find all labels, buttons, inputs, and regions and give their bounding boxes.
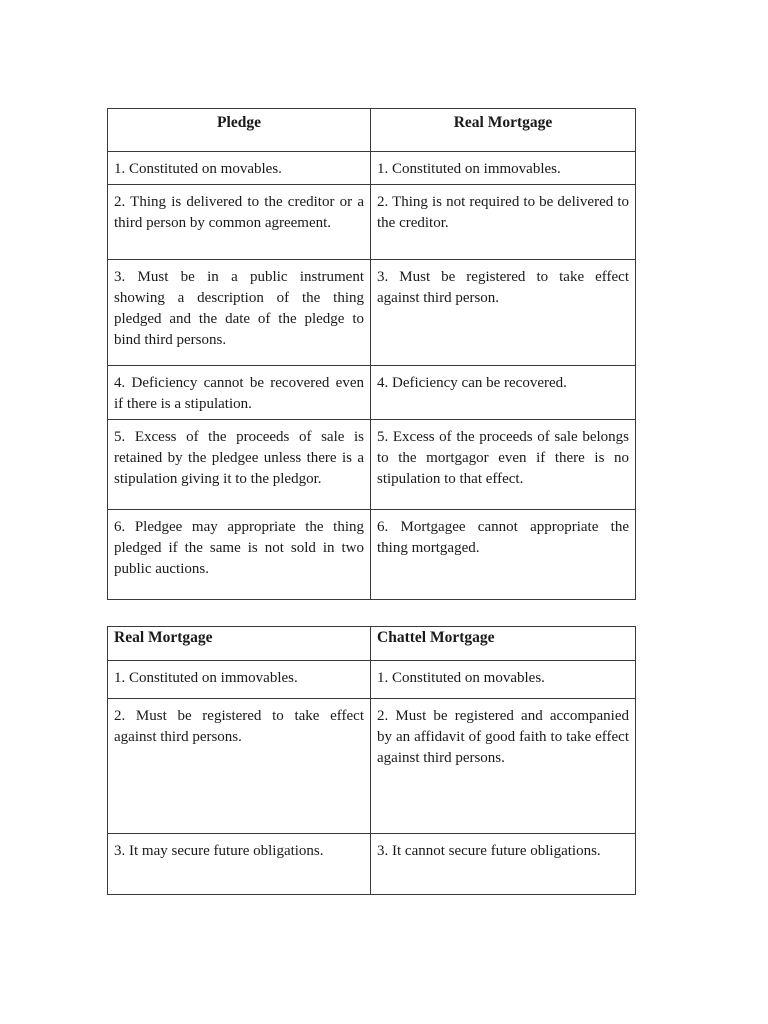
table-cell: 2. Thing is not required to be delivered to the creditor. — [371, 185, 636, 260]
table-cell: 6. Mortgagee cannot appropriate the thing mortgaged. — [371, 510, 636, 600]
column-header: Real Mortgage — [108, 627, 371, 661]
table-cell: 1. Constituted on immovables. — [108, 661, 371, 699]
pledge-vs-real-mortgage-table — [107, 108, 636, 600]
table-row — [108, 185, 636, 260]
real-vs-chattel-mortgage-table — [107, 626, 636, 895]
table-row — [108, 420, 636, 510]
table-cell: 3. Must be registered to take effect against third person. — [371, 260, 636, 366]
column-header: Pledge — [108, 109, 371, 152]
table-cell: 1. Constituted on movables. — [371, 661, 636, 699]
table-header-row — [108, 627, 636, 661]
table-row — [108, 699, 636, 834]
table-cell: 3. It may secure future obligations. — [108, 834, 371, 895]
table-cell: 1. Constituted on movables. — [108, 152, 371, 185]
table-row — [108, 260, 636, 366]
table-cell: 4. Deficiency cannot be recovered even if there is a stipulation. — [108, 366, 371, 420]
table-cell: 6. Pledgee may appropriate the thing pledged if the same is not sold in two public auctions. — [108, 510, 371, 600]
column-header: Real Mortgage — [371, 109, 636, 152]
table-cell: 1. Constituted on immovables. — [371, 152, 636, 185]
table-row — [108, 366, 636, 420]
table-cell: 2. Thing is delivered to the creditor or a third person by common agreement. — [108, 185, 371, 260]
table-row — [108, 152, 636, 185]
table-row — [108, 834, 636, 895]
table-cell: 5. Excess of the proceeds of sale belongs to the mortgagor even if there is no stipulation to that effect. — [371, 420, 636, 510]
column-header: Chattel Mortgage — [371, 627, 636, 661]
table-cell: 3. Must be in a public instrument showing a description of the thing pledged and the date of the pledge to bind third persons. — [108, 260, 371, 366]
table-header-row — [108, 109, 636, 152]
table-cell: 3. It cannot secure future obligations. — [371, 834, 636, 895]
table-cell: 2. Must be registered to take effect against third persons. — [108, 699, 371, 834]
table-cell: 4. Deficiency can be recovered. — [371, 366, 636, 420]
table-cell: 2. Must be registered and accompanied by an affidavit of good faith to take effect against third persons. — [371, 699, 636, 834]
table-row — [108, 661, 636, 699]
table-row — [108, 510, 636, 600]
table-cell: 5. Excess of the proceeds of sale is retained by the pledgee unless there is a stipulation giving it to the pledgor. — [108, 420, 371, 510]
